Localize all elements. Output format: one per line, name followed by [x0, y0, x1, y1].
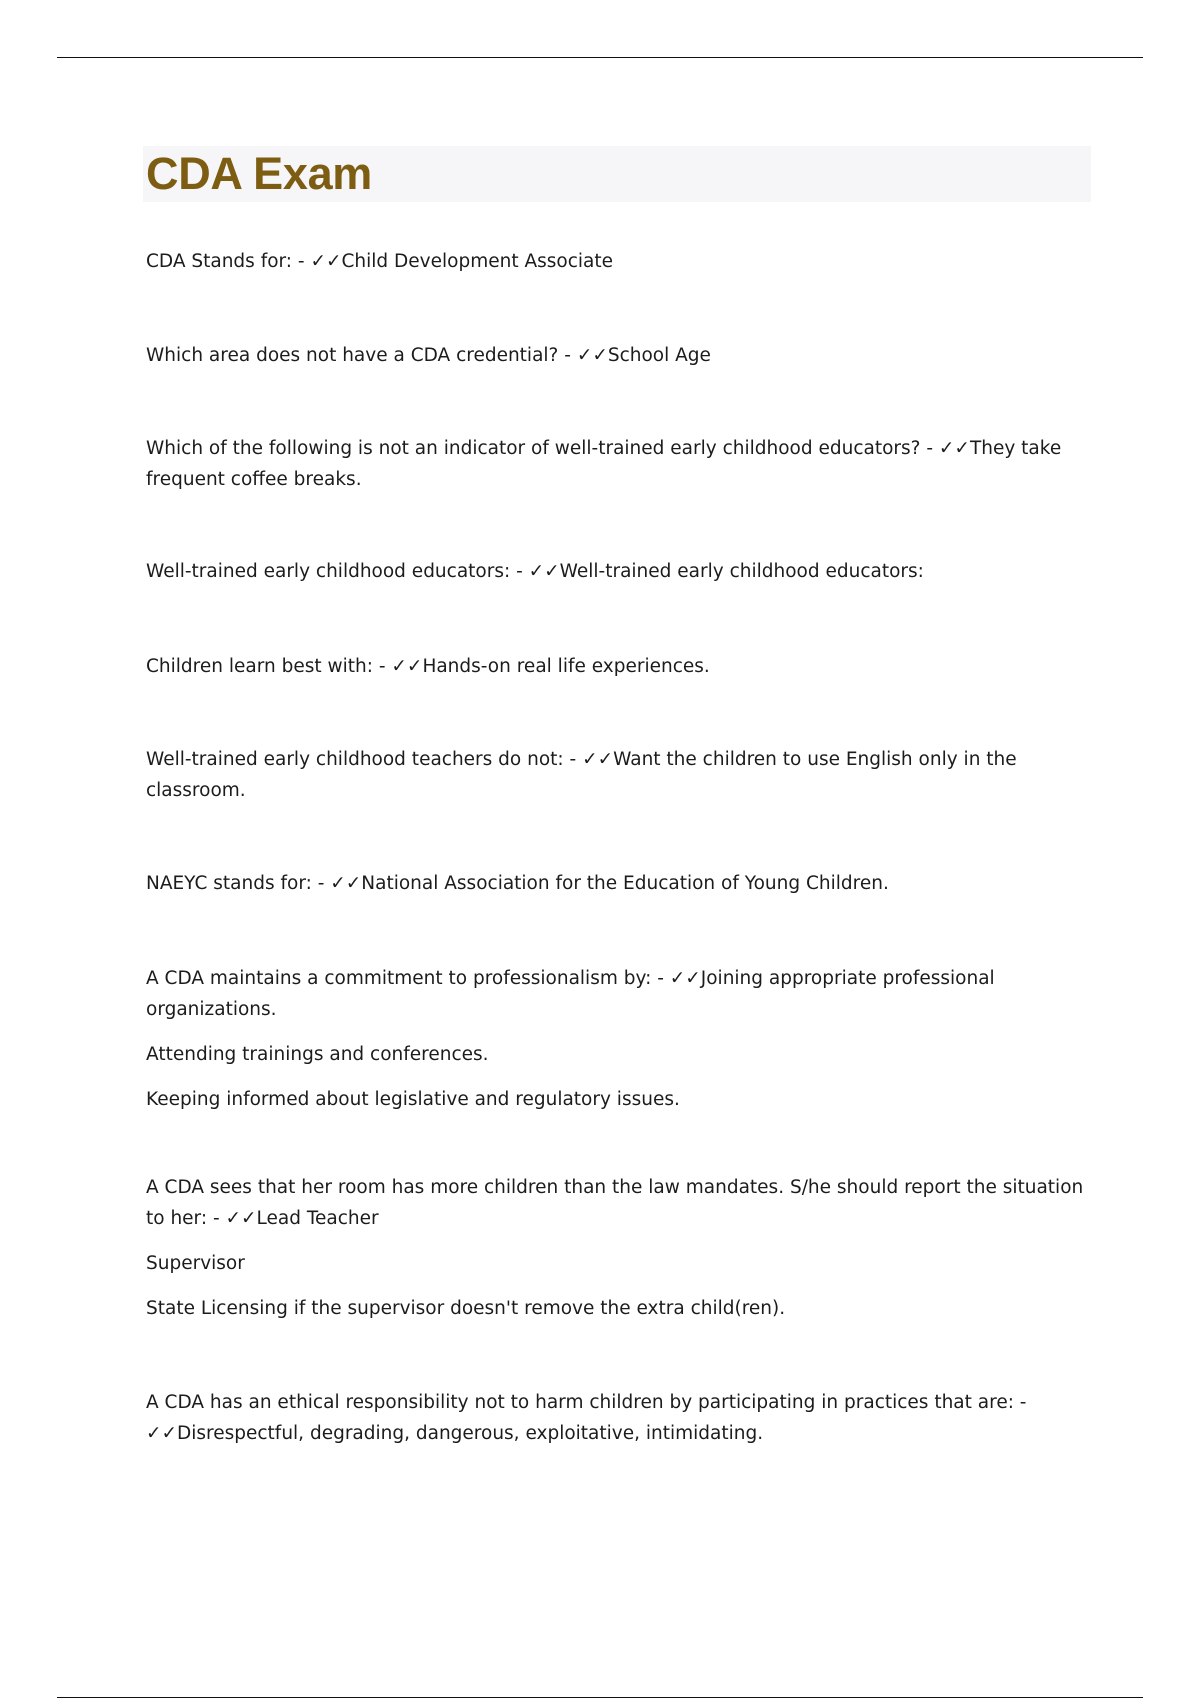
answer-text: Well-trained early childhood educators: — [559, 561, 924, 582]
check-mark-icon: ✓✓ — [225, 1208, 257, 1229]
check-mark-icon: ✓✓ — [669, 968, 701, 989]
qa-item — [146, 744, 1091, 806]
question-text: Which area does not have a CDA credential? - — [146, 345, 577, 366]
question-text: CDA Stands for: - — [146, 251, 311, 272]
check-mark-icon: ✓✓ — [146, 1423, 178, 1444]
answer-text: Want the children to use English only in the classroom. — [146, 749, 1017, 801]
question-text: Well-trained early childhood teachers do not: - — [146, 749, 583, 770]
answer-text: School Age — [607, 345, 711, 366]
answer-text: National Association for the Education of Young Children. — [361, 873, 889, 894]
qa-item — [146, 433, 1091, 495]
question-text: A CDA has an ethical responsibility not to harm children by participating in practices that are: - — [146, 1392, 1027, 1413]
question-text: Which of the following is not an indicator of well-trained early childhood educators? - — [146, 438, 939, 459]
bottom-rule — [57, 1697, 1143, 1698]
qa-item — [146, 963, 1091, 1115]
qa-line — [146, 963, 1091, 1025]
answer-extra-line: Keeping informed about legislative and regulatory issues. — [146, 1089, 680, 1110]
qa-item — [146, 246, 1091, 277]
check-mark-icon: ✓✓ — [938, 438, 970, 459]
qa-line — [146, 556, 1091, 587]
check-mark-icon: ✓✓ — [391, 656, 423, 677]
answer-extra-line: Supervisor — [146, 1253, 245, 1274]
qa-line — [146, 1387, 1091, 1449]
answer-extra-line: State Licensing if the supervisor doesn't remove the extra child(ren). — [146, 1298, 786, 1319]
answer-text: Joining appropriate professional organizations. — [146, 968, 995, 1020]
qa-item — [146, 1172, 1091, 1324]
qa-item — [146, 556, 1091, 587]
qa-item — [146, 340, 1091, 371]
answer-extra-line: Attending trainings and conferences. — [146, 1044, 489, 1065]
top-rule — [57, 57, 1143, 58]
question-text: Well-trained early childhood educators: - — [146, 561, 529, 582]
question-text: A CDA sees that her room has more children than the law mandates. S/he should report the situation to her: - — [146, 1177, 1084, 1229]
qa-line — [146, 651, 1091, 682]
question-text: A CDA maintains a commitment to professionalism by: - — [146, 968, 670, 989]
qa-line — [146, 868, 1091, 899]
qa-item — [146, 868, 1091, 899]
check-mark-icon: ✓✓ — [310, 251, 342, 272]
answer-text: Hands-on real life experiences. — [422, 656, 710, 677]
page-title: CDA Exam — [146, 148, 373, 199]
qa-line — [146, 340, 1091, 371]
qa-line — [146, 744, 1091, 806]
check-mark-icon: ✓✓ — [528, 561, 560, 582]
check-mark-icon: ✓✓ — [330, 873, 362, 894]
qa-line — [146, 433, 1091, 495]
answer-text: Child Development Associate — [341, 251, 614, 272]
qa-line — [146, 246, 1091, 277]
answer-text: Disrespectful, degrading, dangerous, exploitative, intimidating. — [177, 1423, 764, 1444]
question-text: NAEYC stands for: - — [146, 873, 331, 894]
answer-text: They take frequent coffee breaks. — [146, 438, 1062, 490]
check-mark-icon: ✓✓ — [582, 749, 614, 770]
answer-text: Lead Teacher — [256, 1208, 379, 1229]
title-band — [143, 146, 1091, 202]
qa-item — [146, 651, 1091, 682]
question-text: Children learn best with: - — [146, 656, 392, 677]
qa-item — [146, 1387, 1091, 1449]
check-mark-icon: ✓✓ — [576, 345, 608, 366]
qa-line — [146, 1172, 1091, 1234]
